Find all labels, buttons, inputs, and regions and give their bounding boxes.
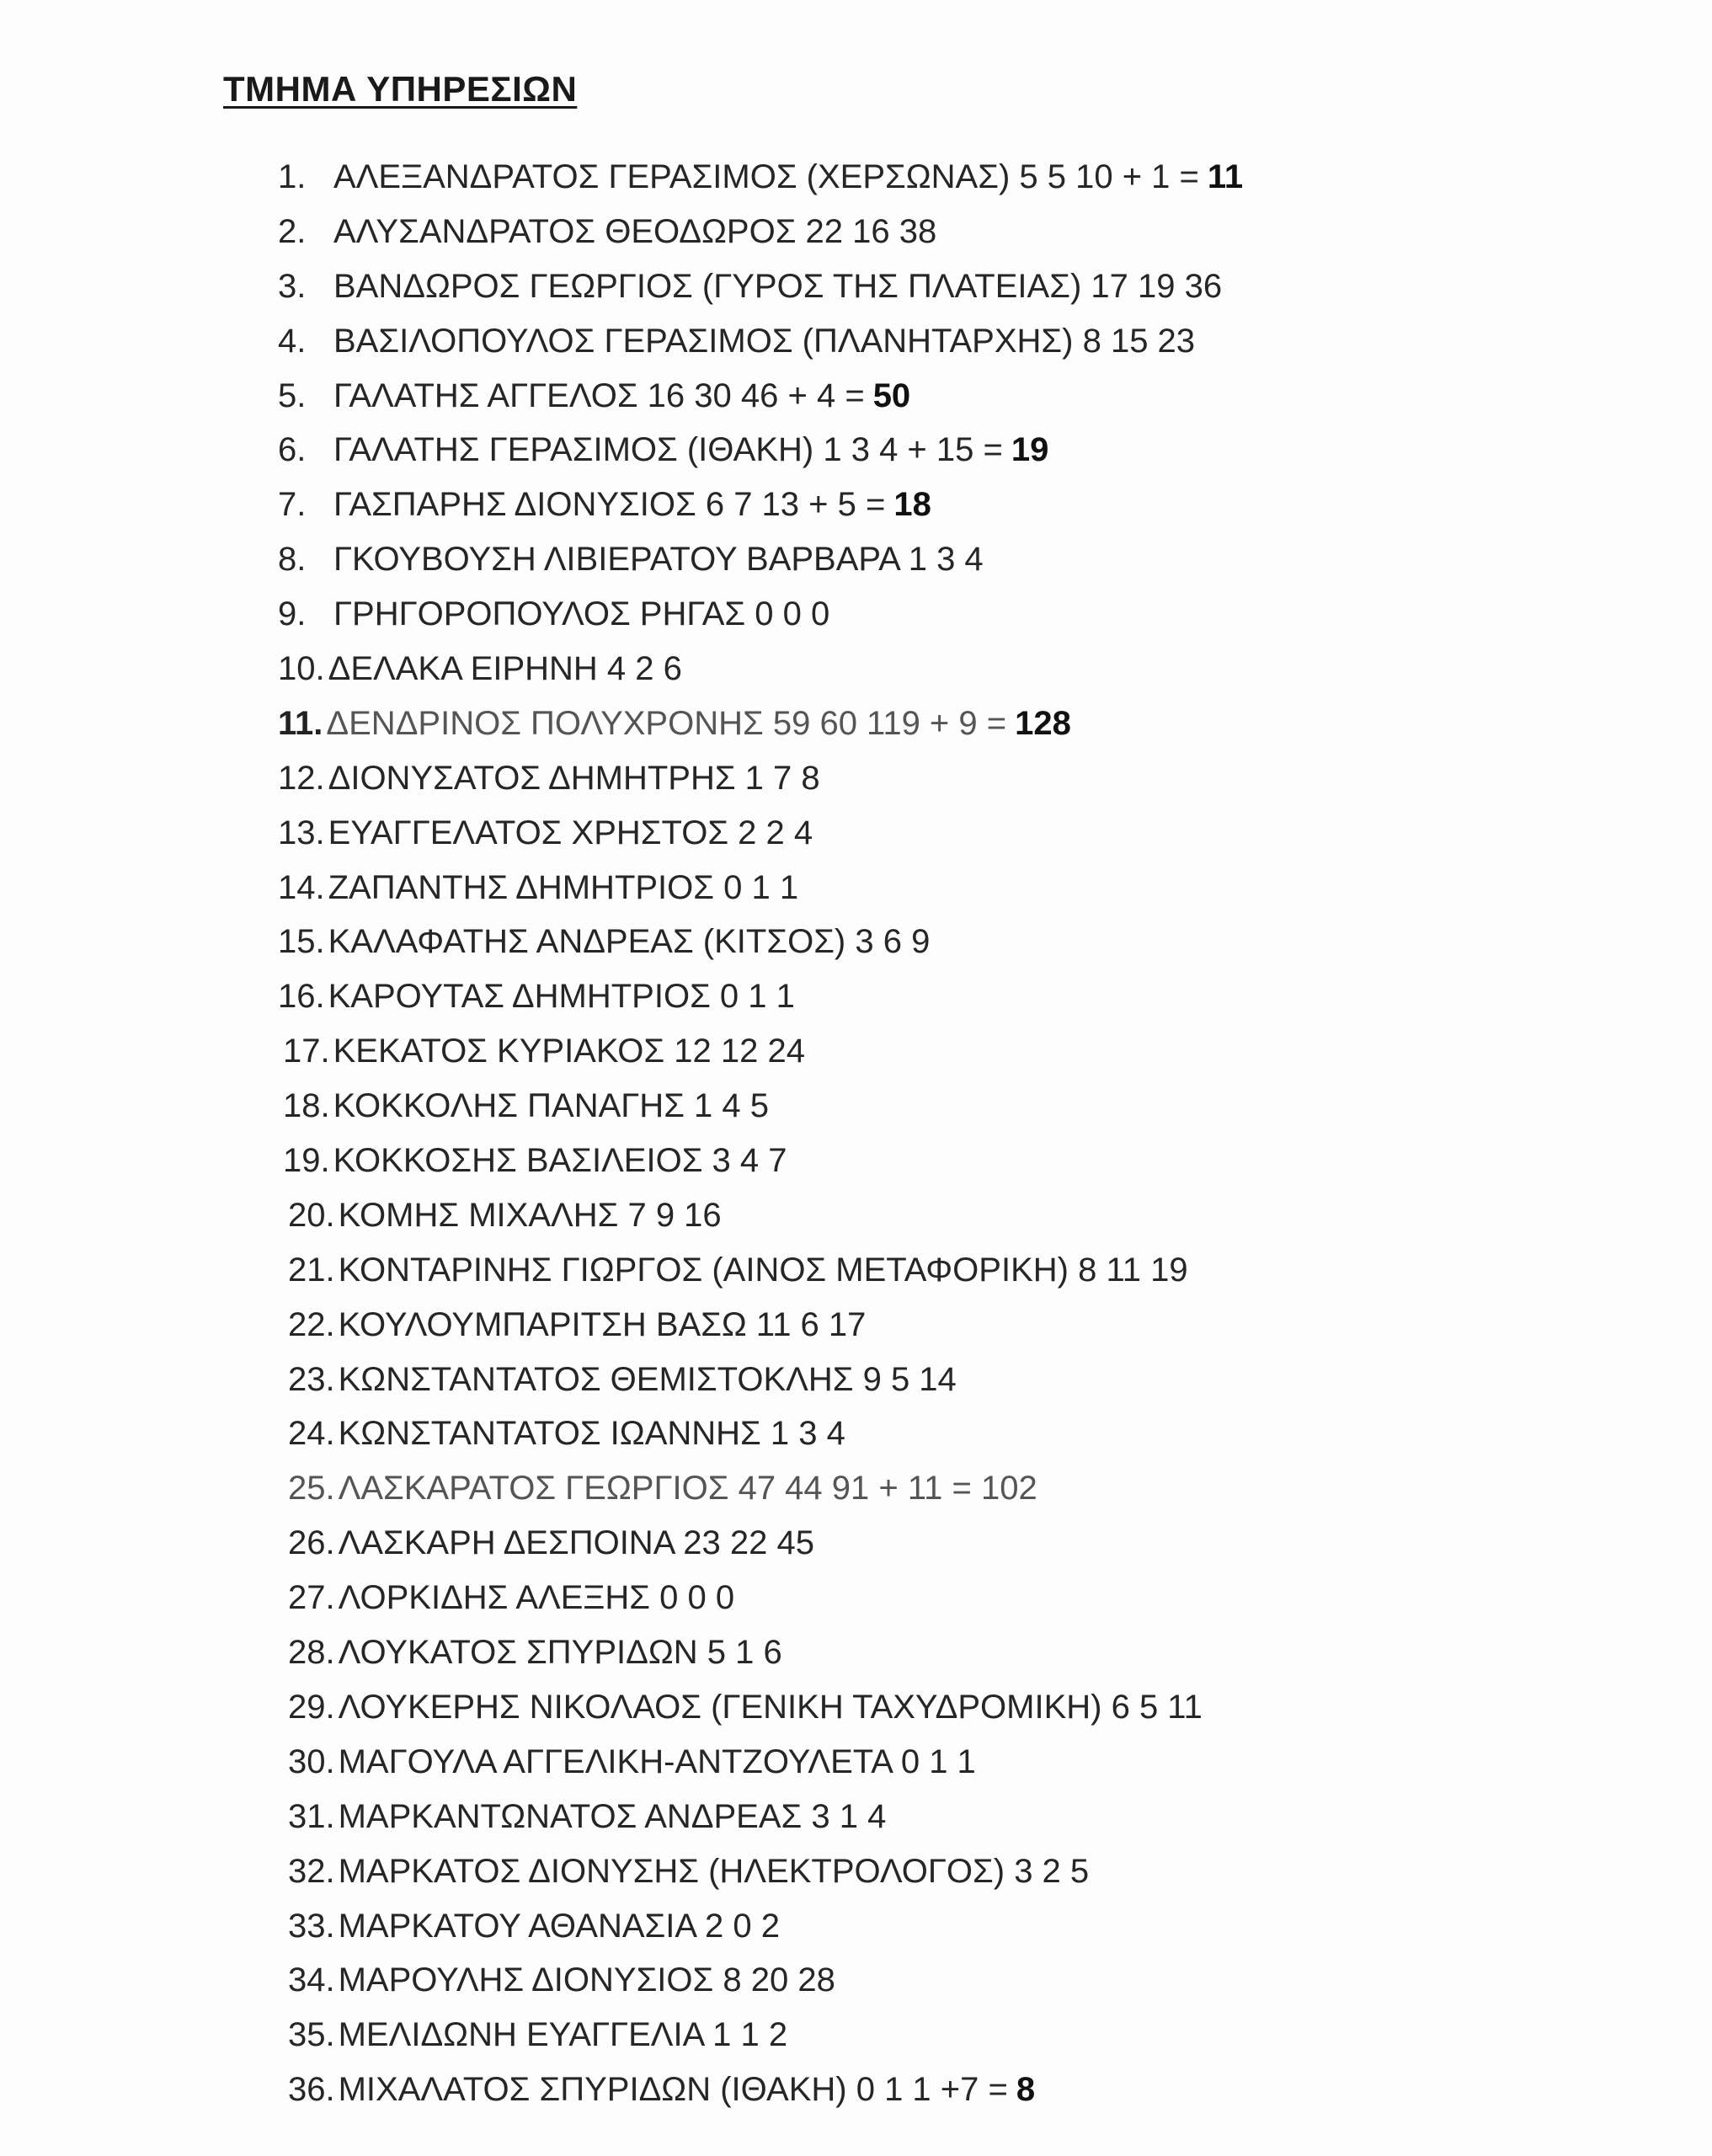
item-text: ΛΟΥΚΕΡΗΣ ΝΙΚΟΛΑΟΣ (ΓΕΝΙΚΗ ΤΑΧΥΔΡΟΜΙΚΗ) 6 5 11 (338, 1688, 1203, 1726)
list-item (278, 1298, 1243, 1353)
list-item (278, 1790, 1243, 1844)
item-text: ΚΑΛΑΦΑΤΗΣ ΑΝΔΡΕΑΣ (ΚΙΤΣΟΣ) 3 6 9 (328, 923, 931, 961)
item-text: ΜΑΡΚΑΤΟΥ ΑΘΑΝΑΣΙΑ 2 0 2 (338, 1907, 780, 1945)
item-number: 7. (278, 486, 307, 524)
item-number: 20. (288, 1196, 335, 1234)
item-text: ΓΑΣΠΑΡΗΣ ΔΙΟΝΥΣΙΟΣ 6 7 13 + 5 = (333, 486, 886, 524)
item-number: 4. (278, 322, 307, 360)
list-item (278, 1735, 1243, 1790)
item-number: 18. (283, 1087, 330, 1125)
item-text: ΖΑΠΑΝΤΗΣ ΔΗΜΗΤΡΙΟΣ 0 1 1 (328, 868, 799, 906)
list-item (278, 1243, 1243, 1298)
item-number: 10. (278, 650, 325, 688)
item-number: 1. (278, 158, 307, 195)
item-text: ΚΟΥΛΟΥΜΠΑΡΙΤΣΗ ΒΑΣΩ 11 6 17 (338, 1305, 867, 1343)
item-number: 16. (278, 978, 325, 1016)
list-item (278, 1516, 1243, 1571)
list-item (278, 806, 1243, 861)
item-number: 26. (288, 1524, 335, 1562)
item-text: ΜΙΧΑΛΑΤΟΣ ΣΠΥΡΙΔΩΝ (ΙΘΑΚΗ) 0 1 1 +7 = (338, 2071, 1008, 2109)
list-item (278, 1134, 1243, 1188)
item-text: ΛΟΥΚΑΤΟΣ ΣΠΥΡΙΔΩΝ 5 1 6 (338, 1634, 782, 1672)
list-item (278, 1188, 1243, 1243)
list-item (278, 751, 1243, 806)
list-item (278, 1571, 1243, 1625)
item-text: ΕΥΑΓΓΕΛΑΤΟΣ ΧΡΗΣΤΟΣ 2 2 4 (328, 814, 813, 851)
item-text: ΛΑΣΚΑΡΗ ΔΕΣΠΟΙΝΑ 23 22 45 (338, 1524, 814, 1562)
list-item (278, 1899, 1243, 1954)
item-text: ΓΡΗΓΟΡΟΠΟΥΛΟΣ ΡΗΓΑΣ 0 0 0 (333, 595, 830, 633)
item-number: 9. (278, 595, 307, 633)
item-number: 22. (288, 1305, 335, 1343)
item-number: 23. (288, 1360, 335, 1398)
item-text: ΚΑΡΟΥΤΑΣ ΔΗΜΗΤΡΙΟΣ 0 1 1 (328, 978, 795, 1016)
item-text: ΔΕΝΔΡΙΝΟΣ ΠΟΛΥΧΡΟΝΗΣ 59 60 119 + 9 = (326, 704, 1007, 742)
item-text: ΑΛΥΣΑΝΔΡΑΤΟΣ ΘΕΟΔΩΡΟΣ 22 16 38 (333, 212, 937, 250)
list-item (278, 205, 1243, 259)
item-total: 50 (872, 376, 911, 414)
item-text: ΚΟΝΤΑΡΙΝΗΣ ΓΙΩΡΓΟΣ (ΑΙΝΟΣ ΜΕΤΑΦΟΡΙΚΗ) 8 11 19 (338, 1251, 1188, 1289)
item-number: 36. (288, 2071, 335, 2109)
item-text: ΜΑΓΟΥΛΑ ΑΓΓΕΛΙΚΗ-ΑΝΤΖΟΥΛΕΤΑ 0 1 1 (338, 1742, 976, 1780)
item-total: 18 (893, 486, 931, 524)
item-text: ΚΩΝΣΤΑΝΤΑΤΟΣ ΙΩΑΝΝΗΣ 1 3 4 (338, 1415, 845, 1453)
list-item (278, 861, 1243, 915)
list-item (278, 259, 1243, 314)
item-text: ΒΑΣΙΛΟΠΟΥΛΟΣ ΓΕΡΑΣΙΜΟΣ (ΠΛΑΝΗΤΑΡΧΗΣ) 8 15 23 (333, 322, 1196, 360)
item-number: 8. (278, 541, 307, 579)
list-item (278, 2008, 1243, 2063)
list-item (278, 696, 1243, 751)
list-item (278, 1844, 1243, 1899)
item-number: 33. (288, 1907, 335, 1945)
item-text: ΓΑΛΑΤΗΣ ΑΓΓΕΛΟΣ 16 30 46 + 4 = (333, 376, 865, 414)
item-text: ΜΑΡΚΑΝΤΩΝΑΤΟΣ ΑΝΔΡΕΑΣ 3 1 4 (338, 1797, 887, 1835)
list-item (278, 1953, 1243, 2008)
item-number: 27. (288, 1579, 335, 1617)
item-number: 11. (278, 704, 323, 742)
entry-list (278, 150, 1243, 2117)
item-text: ΓΑΛΑΤΗΣ ΓΕΡΑΣΙΜΟΣ (ΙΘΑΚΗ) 1 3 4 + 15 = (333, 431, 1003, 469)
list-item (278, 478, 1243, 532)
section-heading: ΤΜΗΜΑ ΥΠΗΡΕΣΙΩΝ (223, 69, 578, 109)
item-text: ΔΙΟΝΥΣΑΤΟΣ ΔΗΜΗΤΡΗΣ 1 7 8 (328, 759, 820, 797)
item-total: 8 (1016, 2071, 1036, 2109)
item-total: 128 (1015, 704, 1071, 742)
item-number: 17. (283, 1033, 330, 1070)
list-item (278, 314, 1243, 369)
list-item (278, 369, 1243, 424)
item-text: ΛΑΣΚΑΡΑΤΟΣ ΓΕΩΡΓΙΟΣ 47 44 91 + 11 = 102 (338, 1470, 1037, 1508)
list-item (278, 1353, 1243, 1407)
list-item (278, 1024, 1243, 1079)
item-text: ΛΟΡΚΙΔΗΣ ΑΛΕΞΗΣ 0 0 0 (338, 1579, 735, 1617)
list-item (278, 587, 1243, 642)
item-number: 5. (278, 376, 307, 414)
item-number: 14. (278, 868, 325, 906)
item-number: 32. (288, 1852, 335, 1890)
item-text: ΜΕΛΙΔΩΝΗ ΕΥΑΓΓΕΛΙΑ 1 1 2 (338, 2016, 788, 2054)
item-number: 24. (288, 1415, 335, 1453)
item-text: ΚΟΚΚΟΛΗΣ ΠΑΝΑΓΗΣ 1 4 5 (333, 1087, 769, 1125)
item-text: ΑΛΕΞΑΝΔΡΑΤΟΣ ΓΕΡΑΣΙΜΟΣ (ΧΕΡΣΩΝΑΣ) 5 5 10 + 1 = (333, 158, 1199, 195)
item-number: 3. (278, 267, 307, 305)
item-number: 19. (283, 1142, 330, 1180)
list-item (278, 915, 1243, 969)
item-text: ΜΑΡΟΥΛΗΣ ΔΙΟΝΥΣΙΟΣ 8 20 28 (338, 1961, 835, 1999)
item-number: 12. (278, 759, 325, 797)
item-text: ΚΕΚΑΤΟΣ ΚΥΡΙΑΚΟΣ 12 12 24 (333, 1033, 805, 1070)
item-number: 15. (278, 923, 325, 961)
item-number: 2. (278, 212, 307, 250)
list-item (278, 532, 1243, 587)
item-text: ΒΑΝΔΩΡΟΣ ΓΕΩΡΓΙΟΣ (ΓΥΡΟΣ ΤΗΣ ΠΛΑΤΕΙΑΣ) 17 19 36 (333, 267, 1223, 305)
item-number: 25. (288, 1470, 335, 1508)
item-text: ΚΟΜΗΣ ΜΙΧΑΛΗΣ 7 9 16 (338, 1196, 722, 1234)
item-number: 28. (288, 1634, 335, 1672)
list-item (278, 642, 1243, 696)
item-text: ΚΩΝΣΤΑΝΤΑΤΟΣ ΘΕΜΙΣΤΟΚΛΗΣ 9 5 14 (338, 1360, 957, 1398)
item-number: 35. (288, 2016, 335, 2054)
list-item (278, 423, 1243, 478)
item-number: 6. (278, 431, 307, 469)
list-item (278, 1625, 1243, 1680)
item-text: ΔΕΛΑΚΑ ΕΙΡΗΝΗ 4 2 6 (328, 650, 682, 688)
item-text: ΚΟΚΚΟΣΗΣ ΒΑΣΙΛΕΙΟΣ 3 4 7 (333, 1142, 787, 1180)
item-text: ΓΚΟΥΒΟΥΣΗ ΛΙΒΙΕΡΑΤΟΥ ΒΑΡΒΑΡΑ 1 3 4 (333, 541, 984, 579)
item-number: 30. (288, 1742, 335, 1780)
item-number: 13. (278, 814, 325, 851)
list-item (278, 1406, 1243, 1461)
list-item (278, 969, 1243, 1024)
item-number: 31. (288, 1797, 335, 1835)
list-item (278, 1461, 1243, 1516)
list-item (278, 150, 1243, 205)
list-item (278, 1680, 1243, 1735)
item-number: 29. (288, 1688, 335, 1726)
item-total: 19 (1011, 431, 1049, 469)
item-number: 34. (288, 1961, 335, 1999)
item-text: ΜΑΡΚΑΤΟΣ ΔΙΟΝΥΣΗΣ (ΗΛΕΚΤΡΟΛΟΓΟΣ) 3 2 5 (338, 1852, 1090, 1890)
list-item (278, 1079, 1243, 1134)
list-item (278, 2063, 1243, 2117)
item-number: 21. (288, 1251, 335, 1289)
item-total: 11 (1207, 158, 1244, 195)
